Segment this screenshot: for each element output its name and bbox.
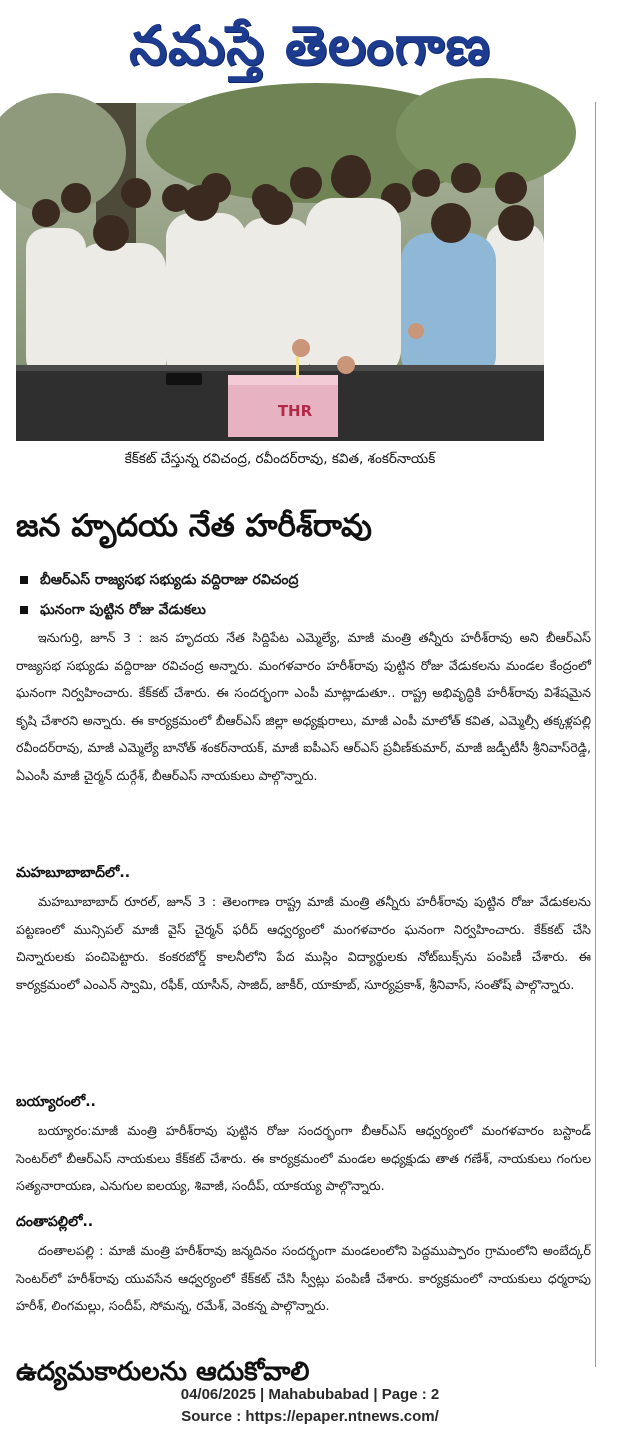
article-section-intro xyxy=(16,624,591,789)
deck-bullet-text: బీఆర్‌ఎస్ రాజ్యసభ సభ్యుడు వద్దిరాజు రవిచంద్ర xyxy=(40,572,299,588)
footer-date-edition: 04/06/2025 | Mahabubabad | Page : 2 xyxy=(180,1386,440,1403)
cut-off-headline-text: ఉద్యమకారులను ఆదుకోవాలి xyxy=(16,1357,310,1387)
deck-bullet xyxy=(16,565,591,595)
section-heading: మహబూబాబాద్‌లో.. xyxy=(16,865,131,881)
photo-caption: కేక్‌కట్ చేస్తున్న రవిచంద్ర, రవీందర్‌రావు, కవిత, శంకర్‌నాయక్ xyxy=(124,451,436,467)
article-paragraph xyxy=(16,888,591,998)
paragraph-text: ఇనుగుర్తి, జూన్ 3 : జన హృదయ నేత సిద్దిపేట ఎమ్మెల్యే, మాజీ మంత్రి తన్నీరు హరీశ్‌రావు అని బీఆర్‌ఎస్ రాజ్యసభ సభ్యుడు వద్దిరాజు రవిచంద్ర అన్నారు. మంగళవారం హరీశ్‌రావు పుట్టిన రోజు వేడుకలను మండల కేంద్రంలో ఘనంగా నిర్వహించారు. కేక్‌కట్ చేశారు. ఈ సందర్భంగా ఎంపీ మాట్లాడుతూ.. రాష్ట్ర అభివృద్ధికి హరీశ్‌రావు విశేషమైన కృషి చేశారని అన్నారు. ఈ కార్యక్రమంలో బీఆర్‌ఎస్ జిల్లా అధ్యక్షురాలు, మాజీ ఎంపీ మాలోత్ కవిత, ఎమ్మెల్సీ తక్కళ్లపల్లి రవీందర్‌రావు, మాజీ ఎమ్మెల్యే బానోత్ శంకర్‌నాయక్, మాజీ ఐపీఎస్ ఆర్‌ఎస్ ప్రవీణ్‌కుమార్, మాజీ జడ్పీటీసీ శ్రీనివాస్‌రెడ్డి, ఏఎంసీ మాజీ చైర్మన్ దుర్గేశ్, బీఆర్‌ఎస్ నాయకులు పాల్గొన్నారు. xyxy=(16,630,591,783)
paragraph-text: బయ్యారం:మాజీ మంత్రి హరీశ్‌రావు పుట్టిన రోజు సందర్భంగా బీఆర్‌ఎస్ ఆధ్వర్యంలో మంగళవారం బస్టాండ్ సెంటర్‌లో బీఆర్‌ఎస్ నాయకులు కేక్‌కట్ చేశారు. ఈ కార్యక్రమంలో మండల అధ్యక్షుడు తాత గణేశ్, నాయకులు గంగుల సత్యనారాయణ, ఎనుగుల ఐలయ్య, శివాజీ, సందీప్, యాకయ్య పాల్గొన్నారు. xyxy=(16,1123,591,1193)
page-footer xyxy=(0,1384,620,1428)
paragraph-text: దంతాలపల్లి : మాజీ మంత్రి హరీశ్‌రావు జన్మదినం సందర్భంగా మండలంలోని పెద్దముప్పారం గ్రామంలోని అంబేద్కర్ సెంటర్‌లో హరీశ్‌రావు యువసేన ఆధ్వర్యంలో కేక్‌కట్ చేసి స్వీట్లు పంపిణీ చేశారు. కార్యక్రమంలో నాయకులు ధర్మరాపు హరీశ్, లింగమల్లు, సందీప్, సోమన్న, రమేశ్, వెంకన్న పాల్గొన్నారు. xyxy=(16,1243,591,1313)
bullet-square-icon xyxy=(20,576,28,584)
column-rule xyxy=(595,102,596,1367)
article-paragraph xyxy=(16,624,591,789)
footer-source: Source : https://epaper.ntnews.com/ xyxy=(181,1408,439,1425)
deck-bullet-text: ఘనంగా పుట్టిన రోజు వేడుకలు xyxy=(40,602,206,618)
cake-text: THR xyxy=(277,402,313,420)
article-section-bayyaram xyxy=(16,1087,591,1200)
bullet-square-icon xyxy=(20,606,28,614)
deck-bullets xyxy=(16,565,591,625)
article-section-mahabubabad xyxy=(16,858,591,998)
article-headline: జన హృదయ నేత హరీశ్‌రావు xyxy=(16,508,372,544)
article-paragraph xyxy=(16,1237,591,1320)
article-section-danthalapalli xyxy=(16,1207,591,1320)
newspaper-masthead: నమస్తే తెలంగాణ xyxy=(129,14,491,77)
section-heading: దంతాపల్లిలో.. xyxy=(16,1214,94,1230)
section-heading: బయ్యారంలో.. xyxy=(16,1094,96,1110)
photo-illustration xyxy=(16,103,544,441)
article-photo xyxy=(16,103,544,441)
cut-off-next-headline xyxy=(16,1352,591,1387)
article-paragraph xyxy=(16,1117,591,1200)
paragraph-text: మహబూబాబాద్ రూరల్, జూన్ 3 : తెలంగాణ రాష్ట్ర మాజీ మంత్రి తన్నీరు హరీశ్‌రావు పుట్టిన రోజు వేడుకలను పట్టణంలో మున్సిపల్ మాజీ వైస్ చైర్మన్ ఫరీద్ ఆధ్వర్యంలో మంగళవారం ఘనంగా నిర్వహించారు. కేక్‌కట్ చేసి చిన్నారులకు పంచిపెట్టారు. కంకరబోర్డ్ కాలనీలోని పేద ముస్లిం విద్యార్థులకు నోట్‌బుక్స్‌ను పంపిణీ చేశారు. ఈ కార్యక్రమంలో ఎంఎన్ స్వామి, రఫీక్, యాసీన్, సాజిద్, జాకీర్, యాకూబ్, సూర్యప్రకాశ్, శ్రీనివాస్, సంతోష్ పాల్గొన్నారు. xyxy=(16,894,591,992)
deck-bullet xyxy=(16,595,591,625)
